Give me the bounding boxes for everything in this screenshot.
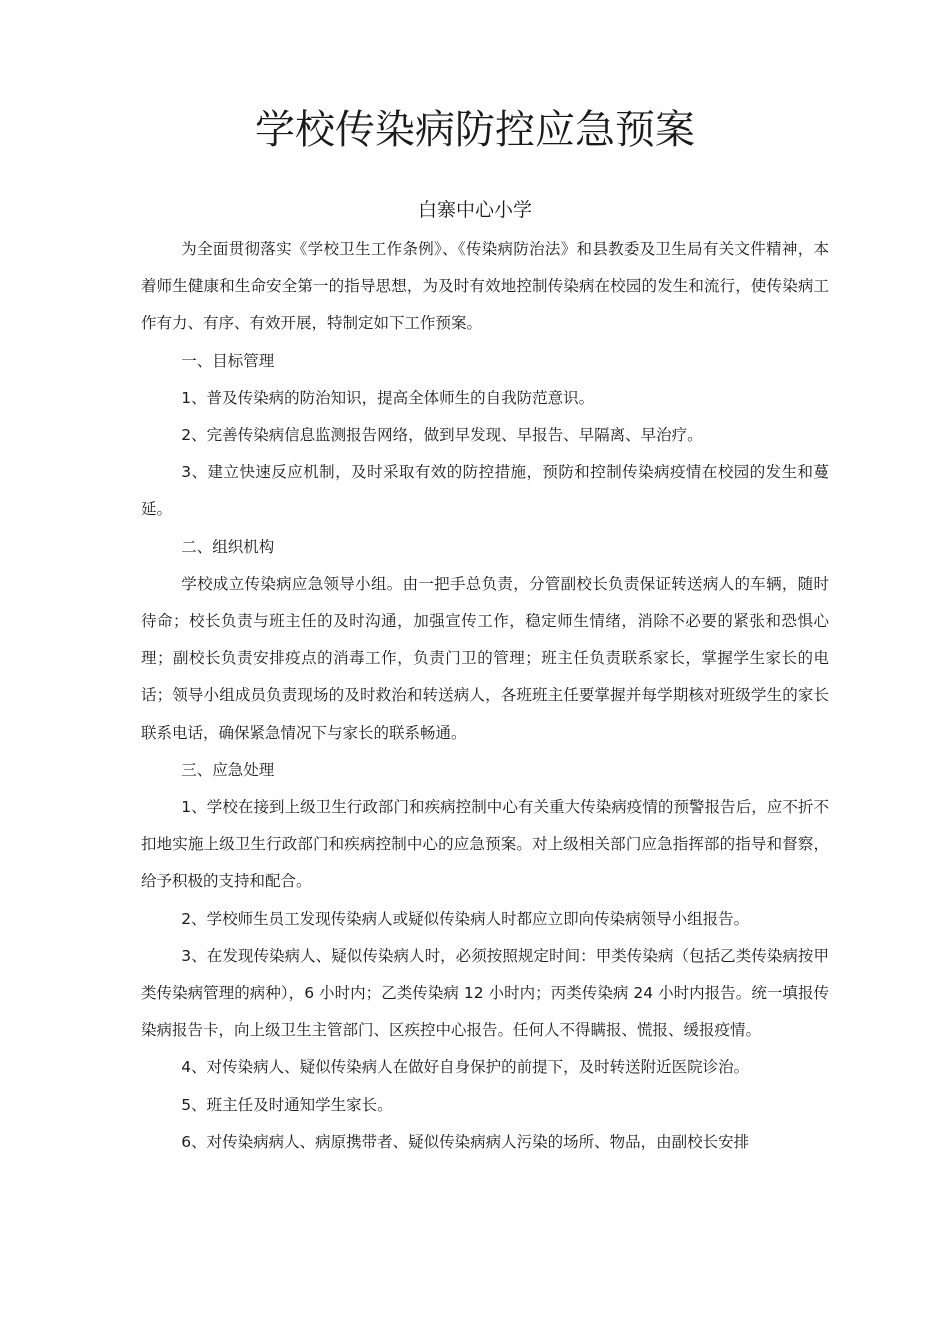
section-heading-goals: 一、目标管理: [181, 351, 275, 370]
intro-paragraph: 为全面贯彻落实《学校卫生工作条例》、《传染病防治法》和县教委及卫生局有关文件精神，本着师生健康和生命安全第一的指导思想，为及时有效地控制传染病在校园的发生和流行，使传染病工作有力、有序、有效开展，特制定如下工作预案。: [141, 240, 829, 333]
school-name: 白寨中心小学: [417, 199, 532, 221]
paragraph: 3、在发现传染病人、疑似传染病人时，必须按照规定时间：甲类传染病（包括乙类传染病按甲类传染病管理的病种），6 小时内；乙类传染病 12 小时内；丙类传染病 24 小时内报告。统一填报传染病报告卡，向上级卫生主管部门、区疾控中心报告。任何人不得瞒报、慌报、缓报疫情。: [141, 946, 829, 1040]
paragraph: 1、普及传染病的防治知识，提高全体师生的自我防范意识。: [181, 388, 595, 407]
paragraph: 学校成立传染病应急领导小组。由一把手总负责，分管副校长负责保证转送病人的车辆，随时待命；校长负责与班主任的及时沟通，加强宣传工作，稳定师生情绪，消除不必要的紧张和恐惧心理；副校长负责安排疫点的消毒工作，负责门卫的管理；班主任负责联系家长，掌握学生家长的电话；领导小组成员负责现场的及时救治和转送病人，各班班主任要掌握并每学期核对班级学生的家长联系电话，确保紧急情况下与家长的联系畅通。: [141, 574, 829, 742]
paragraph: 6、对传染病病人、病原携带者、疑似传染病病人污染的场所、物品，由副校长安排: [181, 1132, 750, 1151]
document-title: 学校传染病防控应急预案: [255, 107, 695, 153]
paragraph: 2、学校师生员工发现传染病人或疑似传染病人时都应立即向传染病领导小组报告。: [181, 909, 750, 928]
paragraph: 5、班主任及时通知学生家长。: [181, 1095, 393, 1114]
paragraph: 2、完善传染病信息监测报告网络，做到早发现、早报告、早隔离、早治疗。: [181, 426, 703, 445]
paragraph: 1、学校在接到上级卫生行政部门和疾病控制中心有关重大传染病疫情的预警报告后，应不折不扣地实施上级卫生行政部门和疾病控制中心的应急预案。对上级相关部门应急指挥部的指导和督察，给予积极的支持和配合。: [141, 798, 829, 891]
section-heading-emergency: 三、应急处理: [181, 760, 275, 779]
section-heading-organization: 二、组织机构: [181, 537, 275, 556]
paragraph: 3、建立快速反应机制，及时采取有效的防控措施，预防和控制传染病疫情在校园的发生和蔓延。: [141, 463, 829, 519]
document-body: [141, 231, 829, 1161]
paragraph: 4、对传染病人、疑似传染病人在做好自身保护的前提下，及时转送附近医院诊治。: [181, 1058, 750, 1077]
